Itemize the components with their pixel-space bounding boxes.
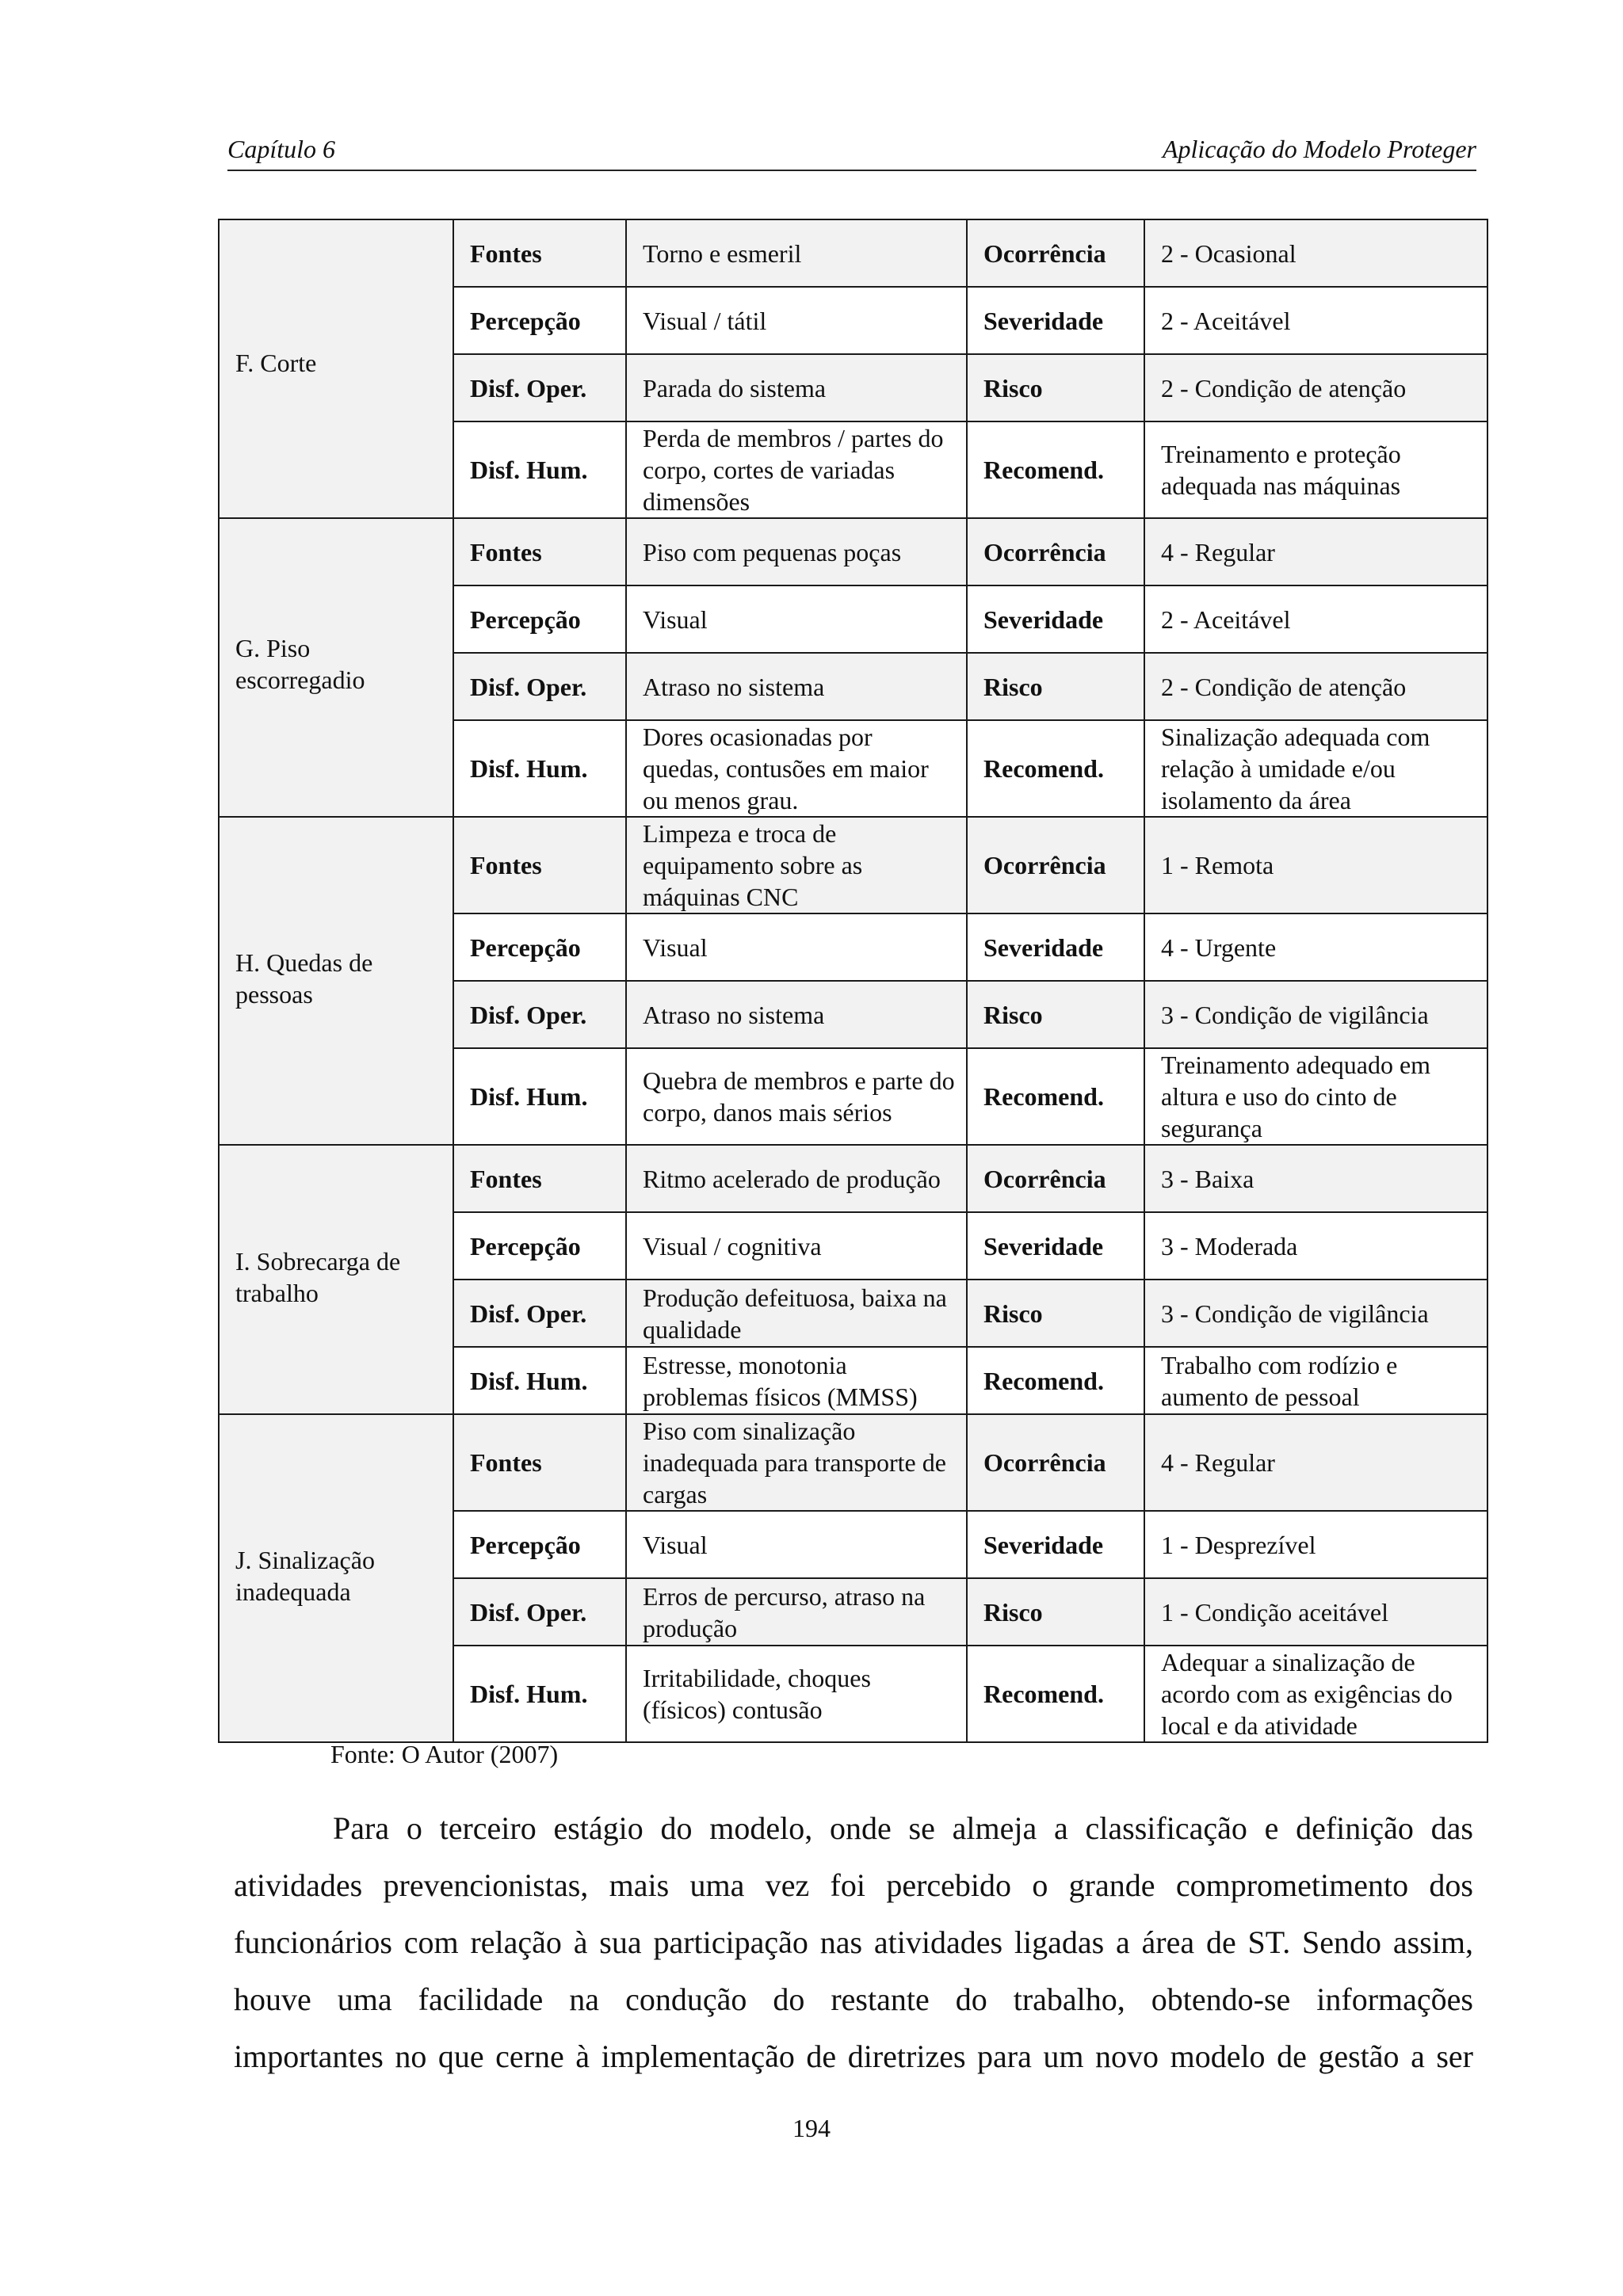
metric-value: 2 - Aceitável [1144,585,1487,653]
metric-label: Risco [967,981,1144,1048]
metric-value: 1 - Remota [1144,817,1487,913]
metric-label: Recomend. [967,1347,1144,1414]
metric-value: 3 - Moderada [1144,1212,1487,1280]
section-title: Aplicação do Modelo Proteger [1162,135,1476,163]
row-value: Torno e esmeril [626,219,967,287]
row-label: Fontes [453,219,626,287]
metric-label: Ocorrência [967,219,1144,287]
row-label: Percepção [453,287,626,354]
metric-label: Severidade [967,1511,1144,1578]
metric-label: Recomend. [967,1048,1144,1145]
metric-value: 4 - Urgente [1144,913,1487,981]
category-cell [219,817,453,1145]
risk-table [218,219,1488,1743]
row-label: Disf. Hum. [453,421,626,518]
metric-value: 3 - Condição de vigilância [1144,1280,1487,1347]
category-cell [219,1414,453,1742]
row-label: Fontes [453,817,626,913]
row-label: Percepção [453,913,626,981]
metric-label: Risco [967,1578,1144,1646]
paragraph-line: funcionários com relação à sua participação nas atividades ligadas a área de ST. Sendo assim, [234,1924,1473,1960]
metric-value: Treinamento adequado em altura e uso do cinto de segurança [1144,1048,1487,1145]
row-label: Fontes [453,518,626,585]
row-value: Estresse, monotonia problemas físicos (MMSS) [626,1347,967,1414]
row-label: Percepção [453,585,626,653]
chapter-label: Capítulo 6 [227,135,336,163]
row-label: Percepção [453,1212,626,1280]
metric-value: 4 - Regular [1144,518,1487,585]
category-label: F. Corte [235,349,317,377]
row-value: Erros de percurso, atraso na produção [626,1578,967,1646]
row-value: Visual [626,585,967,653]
row-value: Quebra de membros e parte do corpo, danos mais sérios [626,1048,967,1145]
row-label: Disf. Hum. [453,1048,626,1145]
metric-value: 1 - Desprezível [1144,1511,1487,1578]
row-value: Visual / tátil [626,287,967,354]
table-row [219,1145,1487,1212]
metric-value: 2 - Condição de atenção [1144,354,1487,421]
row-label: Disf. Hum. [453,1646,626,1742]
risk-table-body [219,219,1487,1742]
metric-label: Recomend. [967,1646,1144,1742]
row-value: Dores ocasionadas por quedas, contusões em maior ou menos grau. [626,720,967,817]
body-paragraph [234,1800,1473,2085]
metric-label: Risco [967,354,1144,421]
category-cell [219,1145,453,1414]
category-label: J. Sinalização inadequada [235,1546,375,1606]
metric-label: Ocorrência [967,1414,1144,1511]
row-value: Visual [626,913,967,981]
paragraph-line: importantes no que cerne à implementação de diretrizes para um novo modelo de gestão a ser [234,2039,1473,2074]
metric-value: 1 - Condição aceitável [1144,1578,1487,1646]
table-source: Fonte: O Autor (2007) [330,1740,559,1768]
metric-value: 3 - Baixa [1144,1145,1487,1212]
metric-label: Recomend. [967,421,1144,518]
row-label: Disf. Hum. [453,720,626,817]
category-cell [219,219,453,518]
row-label: Disf. Oper. [453,354,626,421]
row-value: Produção defeituosa, baixa na qualidade [626,1280,967,1347]
row-value: Piso com pequenas poças [626,518,967,585]
metric-label: Severidade [967,913,1144,981]
row-value: Visual [626,1511,967,1578]
category-label: G. Piso escorregadio [235,634,365,694]
metric-value: 3 - Condição de vigilância [1144,981,1487,1048]
table-row [219,518,1487,585]
row-value: Atraso no sistema [626,653,967,720]
metric-label: Ocorrência [967,1145,1144,1212]
row-label: Disf. Oper. [453,1578,626,1646]
row-label: Disf. Hum. [453,1347,626,1414]
row-label: Disf. Oper. [453,653,626,720]
row-value: Limpeza e troca de equipamento sobre as máquinas CNC [626,817,967,913]
metric-value: 2 - Condição de atenção [1144,653,1487,720]
row-label: Percepção [453,1511,626,1578]
row-label: Fontes [453,1414,626,1511]
metric-label: Risco [967,653,1144,720]
category-label: I. Sobrecarga de trabalho [235,1247,401,1307]
table-row [219,817,1487,913]
row-value: Visual / cognitiva [626,1212,967,1280]
metric-value: Sinalização adequada com relação à umidade e/ou isolamento da área [1144,720,1487,817]
metric-label: Ocorrência [967,817,1144,913]
category-label: H. Quedas de pessoas [235,948,373,1009]
metric-label: Risco [967,1280,1144,1347]
metric-label: Recomend. [967,720,1144,817]
category-cell [219,518,453,817]
row-label: Fontes [453,1145,626,1212]
row-label: Disf. Oper. [453,981,626,1048]
metric-label: Severidade [967,1212,1144,1280]
table-row [219,1414,1487,1511]
row-value: Ritmo acelerado de produção [626,1145,967,1212]
metric-value: Adequar a sinalização de acordo com as exigências do local e da atividade [1144,1646,1487,1742]
paragraph-line: Para o terceiro estágio do modelo, onde se almeja a classificação e definição das [333,1810,1473,1846]
row-value: Parada do sistema [626,354,967,421]
page-number: 194 [792,2114,831,2142]
row-value: Piso com sinalização inadequada para transporte de cargas [626,1414,967,1511]
metric-value: Treinamento e proteção adequada nas máquinas [1144,421,1487,518]
metric-value: Trabalho com rodízio e aumento de pessoal [1144,1347,1487,1414]
metric-label: Ocorrência [967,518,1144,585]
metric-value: 4 - Regular [1144,1414,1487,1511]
row-value: Irritabilidade, choques (físicos) contusão [626,1646,967,1742]
row-value: Atraso no sistema [626,981,967,1048]
paragraph-line: houve uma facilidade na condução do restante do trabalho, obtendo-se informações [234,1981,1473,2017]
table-row [219,219,1487,287]
metric-value: 2 - Aceitável [1144,287,1487,354]
page-header [227,132,1476,171]
metric-value: 2 - Ocasional [1144,219,1487,287]
metric-label: Severidade [967,287,1144,354]
metric-label: Severidade [967,585,1144,653]
paragraph-line: atividades prevencionistas, mais uma vez foi percebido o grande comprometimento dos [234,1867,1473,1903]
row-value: Perda de membros / partes do corpo, cortes de variadas dimensões [626,421,967,518]
row-label: Disf. Oper. [453,1280,626,1347]
